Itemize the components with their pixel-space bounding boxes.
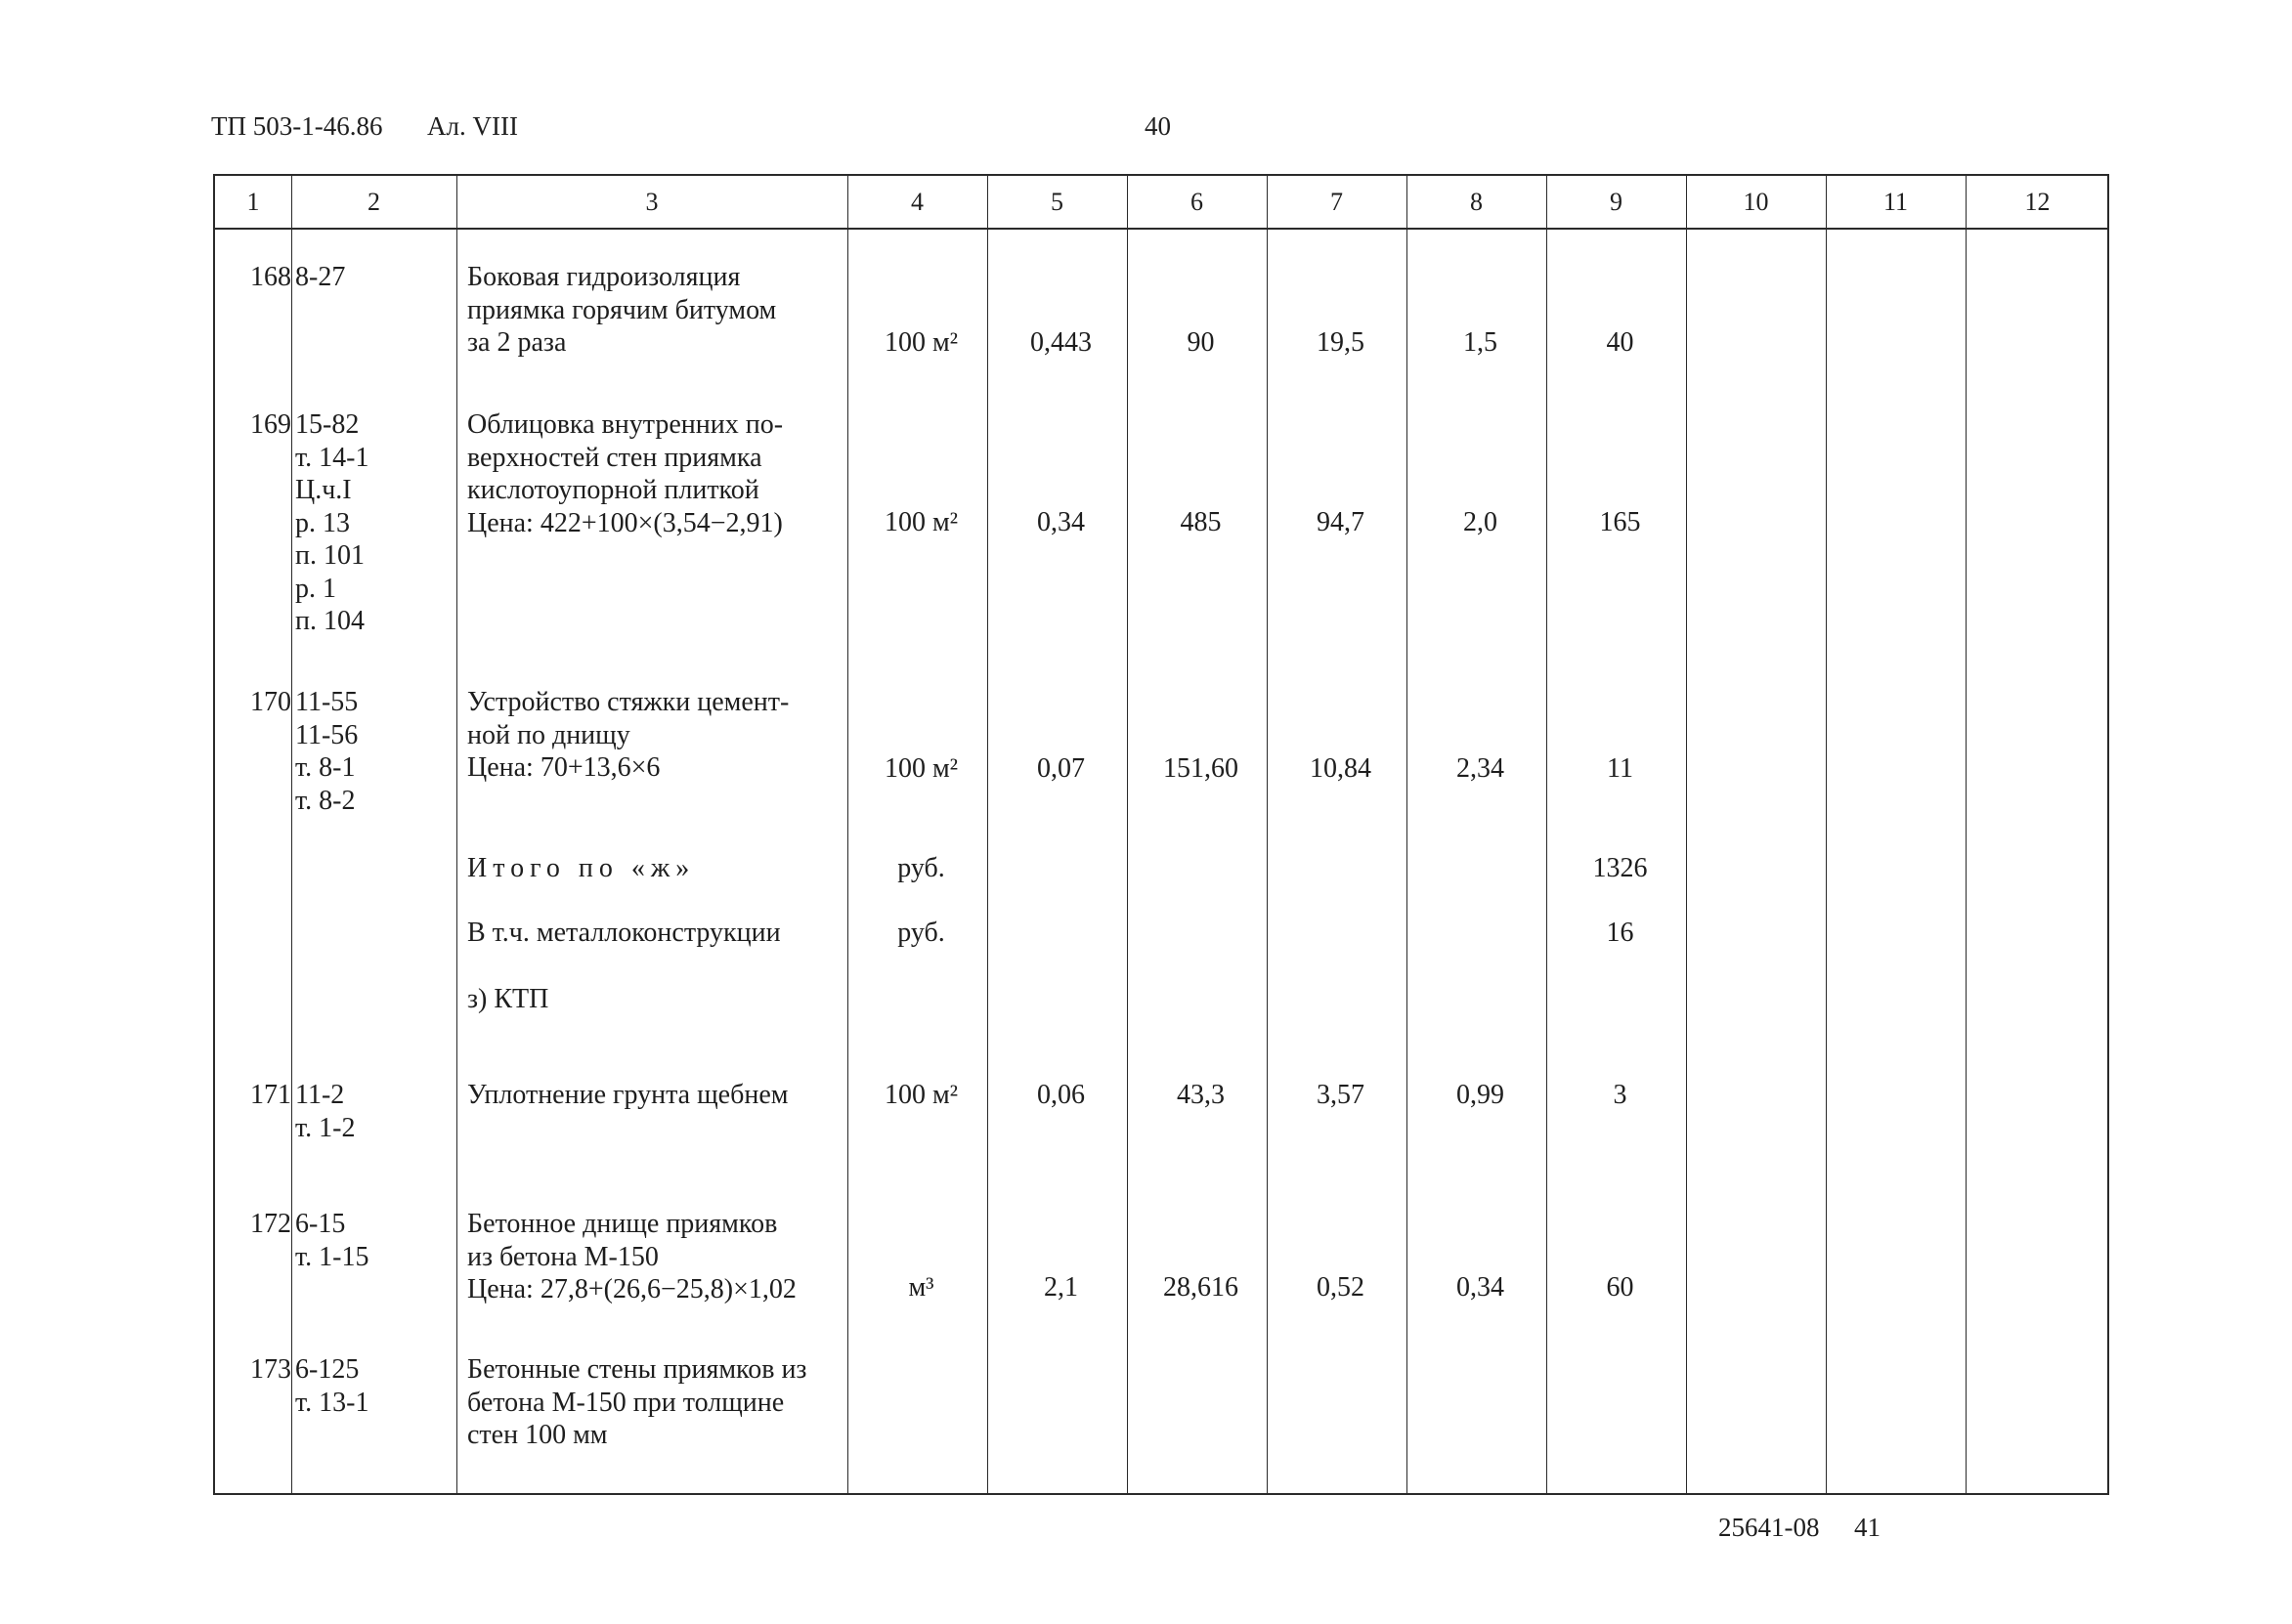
work-description: Устройство стяжки цемент- ной по днищу Цена: 70+13,6×6 xyxy=(467,687,790,783)
row-number: 171 xyxy=(250,1080,291,1110)
column-header: 9 xyxy=(1610,188,1622,216)
col7-value: 94,7 xyxy=(1317,507,1364,537)
col8-value: 1,5 xyxy=(1463,327,1497,358)
work-description: Уплотнение грунта щебнем xyxy=(467,1080,789,1110)
unit: 100 м² xyxy=(884,1080,959,1110)
row-number: 168 xyxy=(250,262,291,292)
quantity: 0,07 xyxy=(1037,753,1085,784)
column-header: 6 xyxy=(1190,188,1203,216)
quantity: 0,443 xyxy=(1030,327,1092,358)
col6-value: 151,60 xyxy=(1163,753,1238,784)
album-number: Ал. VIII xyxy=(427,111,518,141)
col9-value: 3 xyxy=(1613,1080,1627,1110)
column-header: 7 xyxy=(1330,188,1343,216)
quantity: 0,34 xyxy=(1037,507,1085,537)
work-description: Бетонные стены приямков из бетона М-150 при толщине стен 100 мм xyxy=(467,1354,807,1450)
norm-code: 6-125 т. 13-1 xyxy=(295,1354,369,1418)
column-header: 1 xyxy=(246,188,260,216)
section-title: з) КТП xyxy=(467,984,549,1014)
norm-code: 6-15 т. 1-15 xyxy=(295,1209,369,1272)
col8-value: 2,34 xyxy=(1456,753,1504,784)
col9-value: 16 xyxy=(1606,918,1634,948)
quantity: 2,1 xyxy=(1044,1272,1078,1303)
col7-value: 19,5 xyxy=(1317,327,1364,358)
column-header: 8 xyxy=(1470,188,1483,216)
col9-value: 11 xyxy=(1607,753,1633,784)
estimate-table xyxy=(213,174,2109,1495)
col8-value: 2,0 xyxy=(1463,507,1497,537)
page-number: 40 xyxy=(1145,111,1171,141)
column-header: 5 xyxy=(1051,188,1063,216)
row-number: 170 xyxy=(250,687,291,717)
quantity: 0,06 xyxy=(1037,1080,1085,1110)
col9-value: 40 xyxy=(1606,327,1634,358)
unit: 100 м² xyxy=(884,507,959,537)
column-divider xyxy=(1826,176,1827,1493)
sheet-number: 41 xyxy=(1854,1513,1881,1542)
document-code: ТП 503-1-46.86 xyxy=(211,111,383,141)
work-description: Облицовка внутренних по- верхностей стен приямка кислотоупорной плиткой Цена: 422+100×(3,54−2,91) xyxy=(467,409,784,538)
col9-value: 60 xyxy=(1606,1272,1634,1303)
col7-value: 10,84 xyxy=(1310,753,1371,784)
col6-value: 43,3 xyxy=(1177,1080,1225,1110)
col7-value: 0,52 xyxy=(1317,1272,1364,1303)
col9-value: 165 xyxy=(1599,507,1641,537)
column-header: 11 xyxy=(1882,188,1909,216)
document-number: 25641-08 xyxy=(1718,1513,1820,1542)
col7-value: 3,57 xyxy=(1317,1080,1364,1110)
norm-code: 8-27 xyxy=(295,262,346,292)
subtotal-label: В т.ч. металлоконструкции xyxy=(467,918,781,948)
column-header: 12 xyxy=(2024,188,2051,216)
unit: руб. xyxy=(897,853,945,883)
norm-code: 11-55 11-56 т. 8-1 т. 8-2 xyxy=(295,687,359,816)
norm-code: 15-82 т. 14-1 Ц.ч.I р. 13 п. 101 р. 1 п. 104 xyxy=(295,409,369,636)
work-description: Боковая гидроизоляция приямка горячим битумом за 2 раза xyxy=(467,262,777,358)
norm-code: 11-2 т. 1-2 xyxy=(295,1080,356,1143)
column-header: 4 xyxy=(911,188,924,216)
unit: руб. xyxy=(897,918,945,948)
row-number: 172 xyxy=(250,1209,291,1239)
column-header: 10 xyxy=(1743,188,1769,216)
col8-value: 0,34 xyxy=(1456,1272,1504,1303)
unit: м³ xyxy=(908,1272,934,1303)
col9-value: 1326 xyxy=(1592,853,1648,883)
col6-value: 90 xyxy=(1187,327,1215,358)
unit: 100 м² xyxy=(884,327,959,358)
unit: 100 м² xyxy=(884,753,959,784)
col8-value: 0,99 xyxy=(1456,1080,1504,1110)
column-header: 3 xyxy=(645,188,659,216)
column-divider xyxy=(456,176,457,1493)
row-number: 173 xyxy=(250,1354,291,1385)
total-label: Итого по «ж» xyxy=(467,853,696,883)
column-divider xyxy=(1966,176,1967,1493)
row-number: 169 xyxy=(250,409,291,440)
column-header: 2 xyxy=(368,188,380,216)
col6-value: 485 xyxy=(1180,507,1222,537)
column-divider xyxy=(291,176,292,1493)
work-description: Бетонное днище приямков из бетона М-150 Цена: 27,8+(26,6−25,8)×1,02 xyxy=(467,1209,797,1304)
col6-value: 28,616 xyxy=(1163,1272,1238,1303)
header-divider xyxy=(215,228,2107,230)
